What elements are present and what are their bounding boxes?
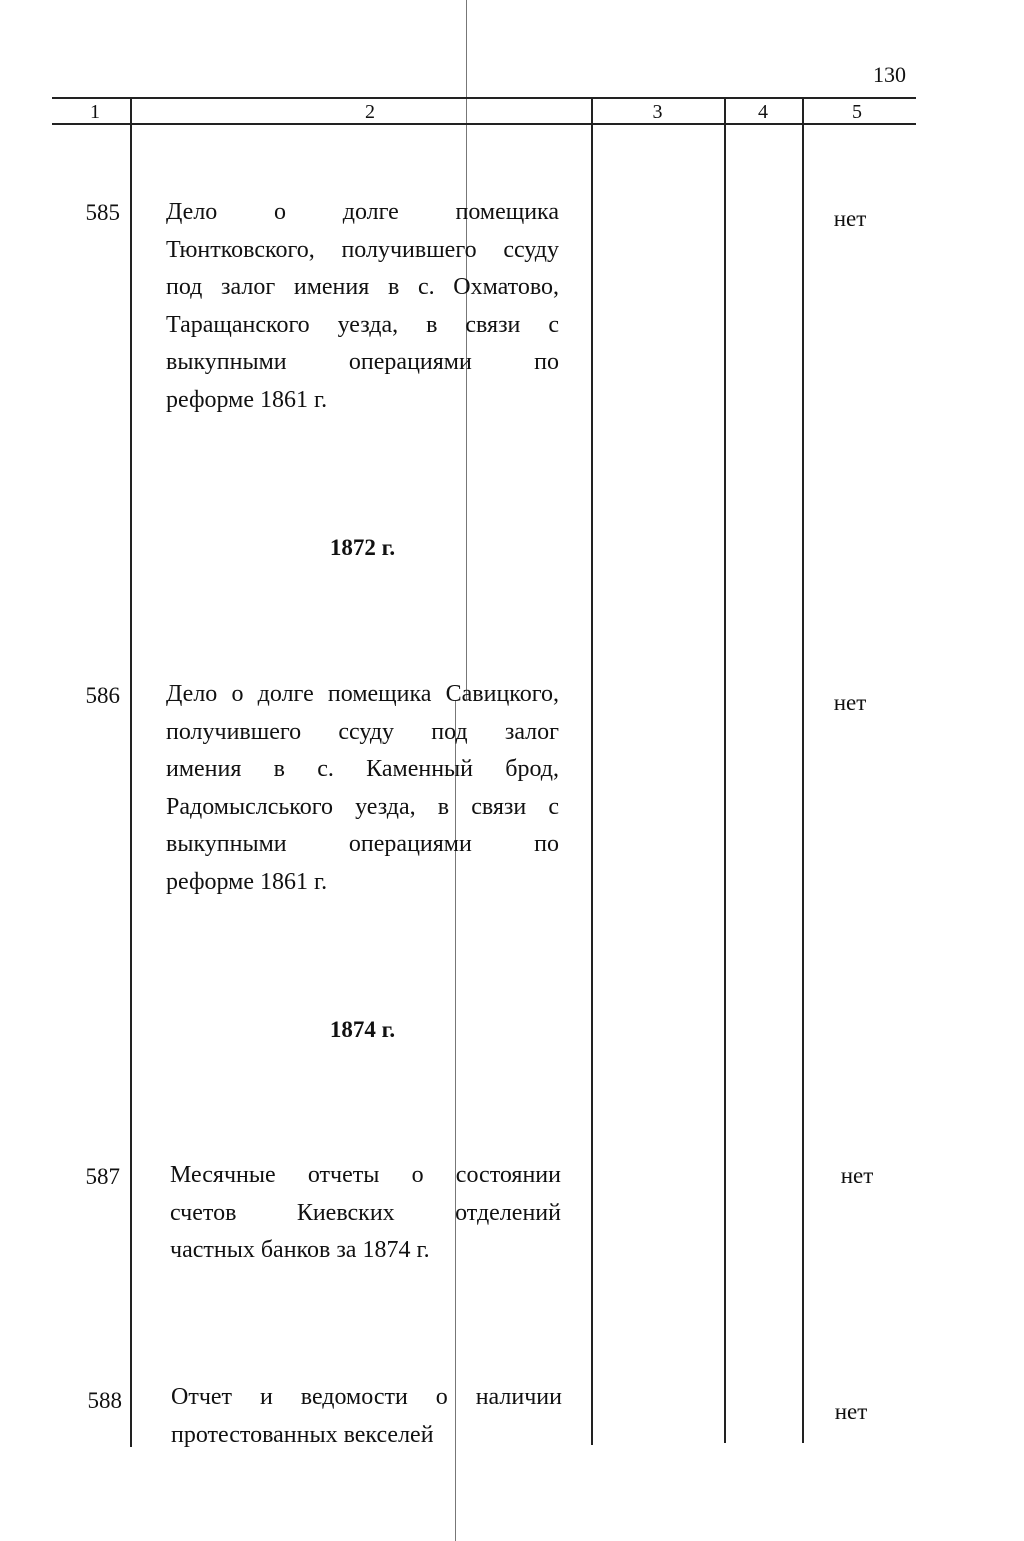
text-line: Дело о долге помещика Савицкого, xyxy=(166,681,559,707)
text-line: Радомыслського уезда, в связи с xyxy=(166,793,559,820)
text-line: выкупными операциями по xyxy=(166,349,559,375)
column-header-4: 4 xyxy=(758,101,768,123)
text-line: Месячные отчеты о состоянии xyxy=(170,1162,561,1188)
entry-number: 586 xyxy=(85,683,120,708)
entry-col5: нет xyxy=(833,690,867,715)
entry-number: 588 xyxy=(87,1388,122,1413)
year-heading: 1872 г. xyxy=(329,535,396,560)
text-line: имения в с. Каменный брод, xyxy=(166,756,559,782)
year-heading: 1874 г. xyxy=(329,1017,396,1042)
text-line: Отчет и ведомости о наличии xyxy=(171,1384,562,1410)
text-line: протестованных векселей xyxy=(171,1421,434,1448)
text-line: частных банков за 1874 г. xyxy=(170,1237,430,1263)
entry-description xyxy=(170,1157,561,1270)
column-header-3: 3 xyxy=(652,101,663,123)
text-line: Таращанского уезда, в связи с xyxy=(166,311,559,338)
text-line: выкупными операциями по xyxy=(166,831,559,857)
column-divider xyxy=(802,97,804,1443)
table-top-rule xyxy=(52,97,916,99)
text-line: реформе 1861 г. xyxy=(166,386,328,413)
column-divider xyxy=(130,97,132,1447)
column-header-2: 2 xyxy=(365,101,375,123)
column-header-1: 1 xyxy=(90,101,100,123)
column-divider xyxy=(591,97,593,1445)
entry-number: 585 xyxy=(85,200,120,225)
text-line: под залог имения в с. Охматово, xyxy=(166,274,559,300)
entry-number: 587 xyxy=(85,1164,120,1189)
entry-col5: нет xyxy=(840,1163,874,1188)
column-header-5: 5 xyxy=(852,101,862,123)
entry-description xyxy=(166,676,559,901)
entry-description xyxy=(171,1379,562,1454)
text-line: получившего ссуду под залог xyxy=(166,718,559,745)
page-number: 130 xyxy=(873,62,906,87)
entry-description xyxy=(166,194,559,419)
text-line: Дело о долге помещика xyxy=(166,199,559,225)
text-line: Тюнтковского, получившего ссуду xyxy=(166,236,559,263)
text-line: реформе 1861 г. xyxy=(166,868,328,895)
entry-col5: нет xyxy=(833,206,867,231)
column-divider xyxy=(724,97,726,1443)
entry-col5: нет xyxy=(834,1399,868,1424)
text-line: счетов Киевских отделений xyxy=(170,1199,561,1226)
